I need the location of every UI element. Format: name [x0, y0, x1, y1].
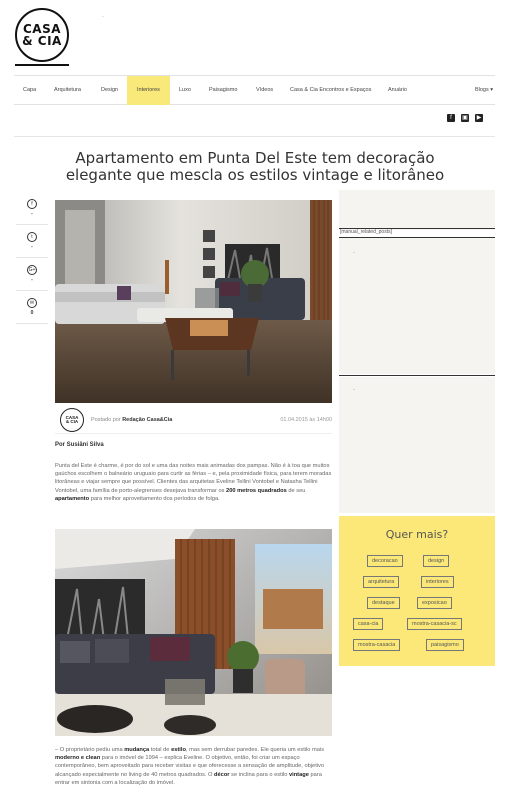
nav-item-design[interactable]: Design — [101, 87, 119, 93]
nav-blogs-dropdown[interactable]: Blogs ▾ — [474, 87, 493, 93]
tag-destaque[interactable]: destaque — [367, 597, 400, 609]
tag-decoracao[interactable]: decoracao — [367, 555, 403, 567]
share-twitter[interactable] — [16, 225, 48, 258]
nav-item-interiores[interactable]: Interiores — [127, 76, 170, 105]
share-column — [16, 192, 48, 324]
logo-line2: & CIA — [22, 34, 62, 48]
tag-paisagismo[interactable]: paisagismo — [426, 639, 464, 651]
article-paragraph-2: – O proprietário pediu uma mudança total de estilo, mas sem derrubar paredes. Ele queria um estilo mais moderno e clean para o imóvel de 1994 – explica Eveline. O objetivo, então, foi criar um espaço contemporâneo, bem aproveitado para receber visitas e que oferecesse a sensação de amplitude, objetivo alcançado especialmente no living de 40 metros quadrados. O décor se inclina para o estilo vintage para entrar em sintonia com a localização do imóvel. — [55, 747, 325, 786]
nav-item-capa[interactable]: Capa — [23, 87, 37, 93]
tag-exposicao[interactable]: exposicao — [417, 597, 452, 609]
tag-interiores[interactable]: interiores — [421, 576, 454, 588]
header-divider — [14, 136, 495, 137]
avatar-line2: & CIA — [65, 419, 79, 424]
posted-by — [91, 417, 172, 423]
nav-item-v-deos[interactable]: Vídeos — [256, 87, 274, 93]
article-photo-living-room — [55, 200, 332, 403]
tag-cloud-title: Quer mais? — [385, 528, 449, 541]
article-author: Por Susiâni Silva — [55, 442, 104, 448]
nav-item-casa-cia-encontros-e-espa-os[interactable]: Casa & Cia Encontros e Espaços — [290, 87, 372, 93]
tag-cloud-widget — [339, 516, 495, 666]
site-logo[interactable] — [15, 8, 69, 62]
posted-by-label: Postado por — [91, 417, 121, 423]
logo-line1: CASA — [22, 22, 62, 36]
article-paragraph-1: Punta del Este é charme, é por do sol e uma das noites mais animadas dos pampas. Não é à toa que muitos gaúchos escolhem o balneário uruguaio para curtir as férias – e, pela proximidade física, para terem moradas litorâneas e viajar sempre que possível. Clientes das arquitetas Eveline Tellini Vontobel e Natasha Tellini Vontobel, uma família de porto-alegrenses desejava transformar os 200 metros quadrados de seu apartamento para melhor aproveitamento dos períodos de folga. — [55, 463, 332, 502]
posted-author-link[interactable]: Redação Casa&Cia — [122, 417, 173, 423]
tag-design[interactable]: design — [423, 555, 449, 567]
twitter-icon: t — [27, 232, 37, 242]
share-count: - — [31, 244, 33, 250]
author-avatar[interactable] — [60, 408, 84, 432]
share-count: - — [31, 211, 33, 217]
header-dot: · — [102, 14, 104, 20]
nav-item-luxo[interactable]: Luxo — [179, 87, 191, 93]
nav-item-anu-rio[interactable]: Anuário — [388, 87, 407, 93]
tag-mostra-casacia[interactable]: mostra-casacia — [353, 639, 400, 651]
facebook-icon[interactable]: f — [447, 114, 455, 122]
slot-dot: · — [353, 387, 355, 393]
post-date: 01.04.2015 às 14h00 — [280, 417, 332, 423]
main-nav — [14, 75, 495, 105]
logo-underline — [15, 64, 69, 66]
google-plus-icon: G+ — [28, 267, 36, 273]
youtube-icon[interactable]: ▶ — [476, 115, 482, 121]
tag-casa-cia[interactable]: casa-cia — [353, 618, 383, 630]
instagram-icon[interactable]: ▣ — [462, 115, 468, 121]
tag-mostra-casacia-sc[interactable]: mostra-casacia-sc — [407, 618, 462, 630]
related-post-slot-2[interactable] — [339, 377, 495, 513]
article-byline — [55, 406, 332, 434]
tag-arquitetura[interactable]: arquitetura — [363, 576, 399, 588]
header-social-links — [447, 114, 483, 122]
share-google-plus[interactable] — [16, 258, 48, 291]
article-title: Apartamento em Punta Del Este tem decoração elegante que mescla os estilos vintage e litorâneo — [65, 149, 445, 184]
nav-item-paisagismo[interactable]: Paisagismo — [209, 87, 238, 93]
sidebar-ad-slot — [339, 190, 495, 230]
sidebar-divider — [339, 375, 495, 376]
related-post-slot-1[interactable] — [339, 238, 495, 374]
share-count: - — [31, 277, 33, 283]
nav-item-arquitetura[interactable]: Arquitetura — [54, 87, 81, 93]
slot-dot: · — [353, 250, 355, 256]
avatar-line1: CASA — [65, 414, 79, 420]
related-posts-shortcode: [manual_related_posts] — [340, 229, 392, 235]
share-facebook[interactable] — [16, 192, 48, 225]
facebook-icon: f — [27, 199, 37, 209]
article-photo-sofa — [55, 529, 332, 736]
share-email[interactable] — [16, 291, 48, 324]
share-count: 0 — [30, 310, 34, 316]
email-icon: ✉ — [27, 298, 37, 308]
